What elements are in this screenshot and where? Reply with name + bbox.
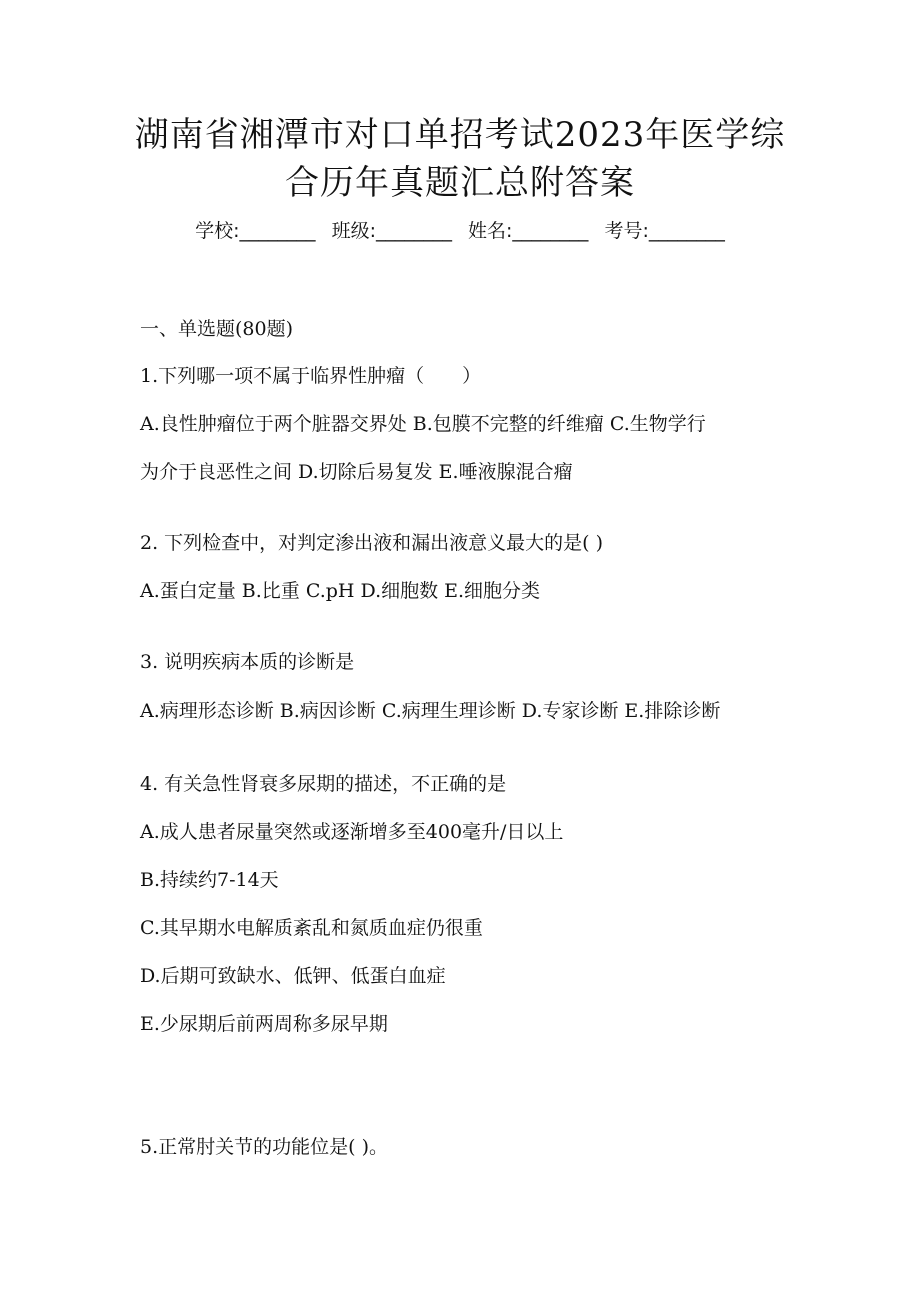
- name-field: 姓名:________: [468, 220, 589, 242]
- question-options-line: C.其早期水电解质紊乱和氮质血症仍很重: [140, 917, 483, 939]
- question-options-line: A.成人患者尿量突然或逐渐增多至400毫升/日以上: [140, 821, 564, 843]
- question-options-line: A.良性肿瘤位于两个脏器交界处 B.包膜不完整的纤维瘤 C.生物学行: [140, 413, 706, 435]
- question-options-line: E.少尿期后前两周称多尿早期: [140, 1013, 388, 1035]
- question-options-line: 为介于良恶性之间 D.切除后易复发 E.唾液腺混合瘤: [140, 461, 573, 483]
- question-stem: 3. 说明疾病本质的诊断是: [140, 651, 355, 673]
- class-field: 班级:________: [331, 220, 452, 242]
- school-field: 学校:________: [195, 220, 316, 242]
- question-options-line: B.持续约7-14天: [140, 869, 279, 891]
- question-stem: 2. 下列检查中，对判定渗出液和漏出液意义最大的是( ): [140, 532, 604, 554]
- section-heading: 一、单选题(80题): [140, 318, 294, 340]
- question-options-line: A.蛋白定量 B.比重 C.pH D.细胞数 E.细胞分类: [140, 580, 541, 602]
- doc-title-line-2: 合历年真题汇总附答案: [285, 163, 635, 203]
- question-options-line: D.后期可致缺水、低钾、低蛋白血症: [140, 965, 446, 987]
- exam-number-field: 考号:________: [604, 220, 725, 242]
- question-stem: 5.正常肘关节的功能位是( )。: [140, 1136, 388, 1158]
- question-options-line: A.病理形态诊断 B.病因诊断 C.病理生理诊断 D.专家诊断 E.排除诊断: [140, 700, 721, 722]
- question-stem: 4. 有关急性肾衰多尿期的描述，不正确的是: [140, 773, 507, 795]
- question-stem: 1.下列哪一项不属于临界性肿瘤（ ）: [140, 365, 482, 387]
- doc-title-line-1: 湖南省湘潭市对口单招考试2023年医学综: [134, 115, 786, 155]
- student-info-row: [0, 218, 920, 244]
